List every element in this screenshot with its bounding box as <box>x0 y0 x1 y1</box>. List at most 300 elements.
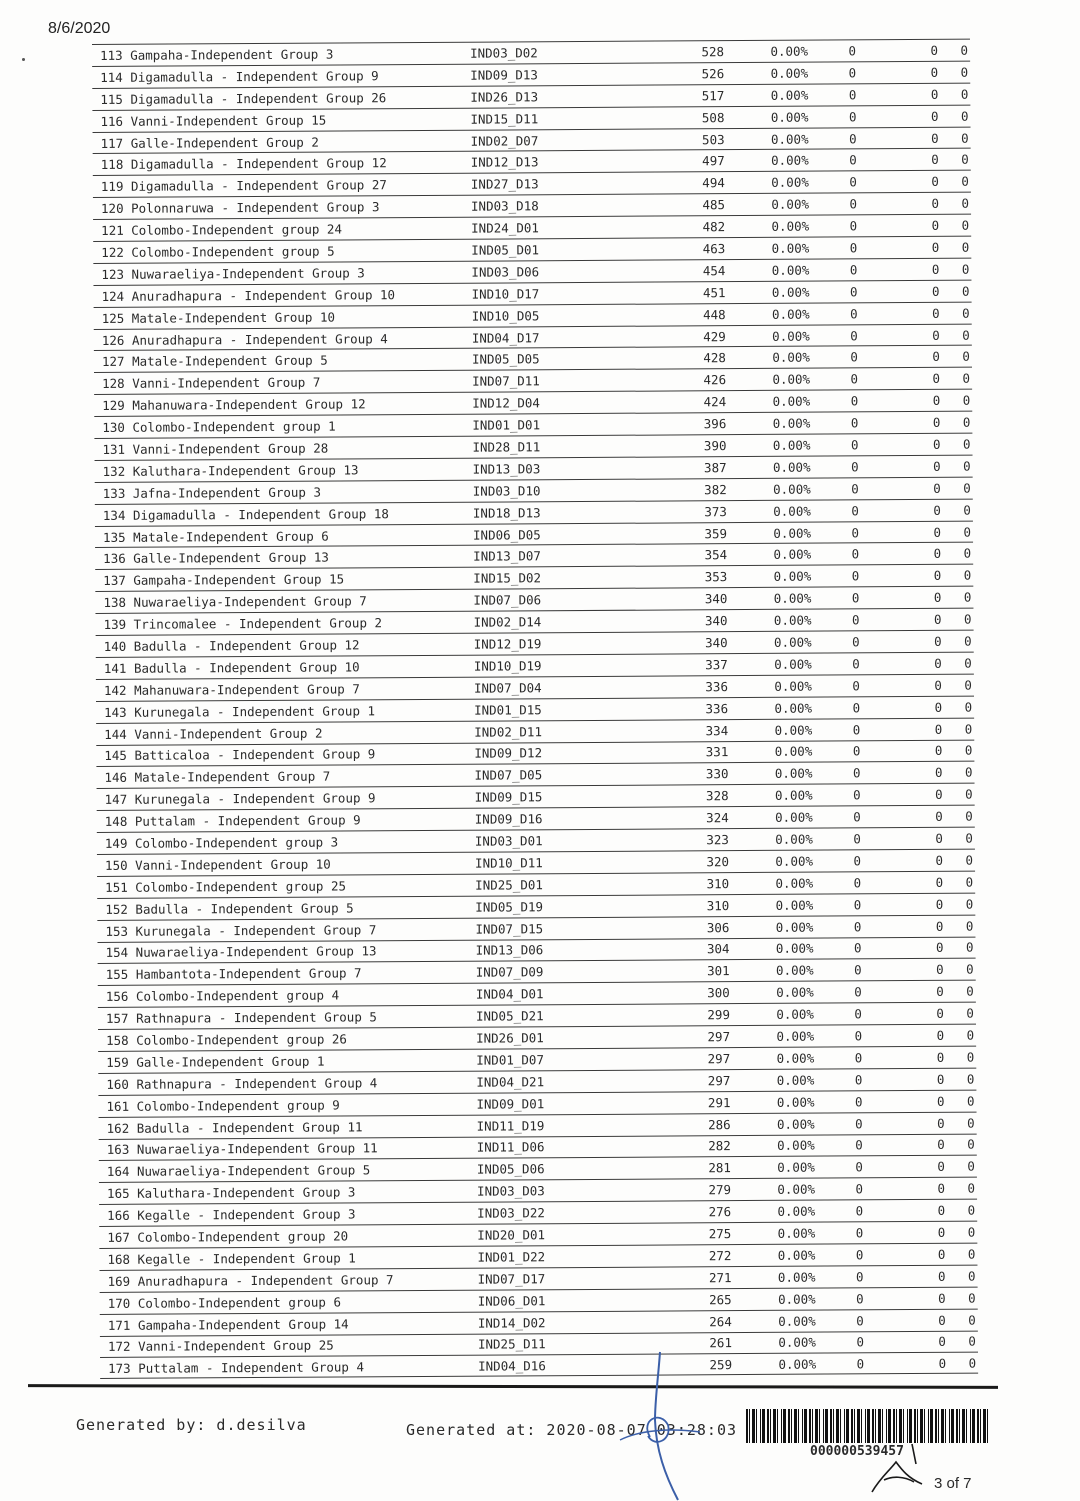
percentage-cell: 0.00% <box>776 1028 815 1044</box>
group-name-cell: 127 Matale-Independent Group 5 <box>101 352 328 370</box>
seats-cell-1: 0 <box>851 590 860 606</box>
seats-cell-2: 0 <box>937 1181 946 1197</box>
seats-cell-2: 0 <box>935 918 944 934</box>
percentage-cell: 0.00% <box>777 1138 815 1154</box>
group-name-cell: 114 Digamadulla - Independent Group 9 <box>100 68 379 85</box>
seats-cell-3: 0 <box>962 436 971 452</box>
group-name-cell: 159 Galle-Independent Group 1 <box>106 1053 325 1070</box>
votes-cell: 429 <box>703 328 726 344</box>
votes-cell: 508 <box>701 109 725 125</box>
seats-cell-2: 0 <box>936 1005 944 1021</box>
group-name-cell: 132 Kaluthara-Independent Group 13 <box>102 462 359 479</box>
votes-cell: 300 <box>707 985 730 1001</box>
group-code-cell: IND10_D11 <box>474 855 543 871</box>
percentage-cell: 0.00% <box>772 437 811 453</box>
generated-by: Generated by: d.desilva <box>76 1416 307 1434</box>
group-name-cell: 157 Rathnapura - Independent Group 5 <box>105 1009 377 1027</box>
seats-cell-3: 0 <box>967 1202 976 1218</box>
seats-cell-3: 0 <box>965 830 973 846</box>
seats-cell-3: 0 <box>964 655 972 671</box>
votes-cell: 330 <box>705 766 729 782</box>
seats-cell-2: 0 <box>931 152 939 168</box>
votes-cell: 275 <box>708 1226 732 1242</box>
group-code-cell: IND26_D13 <box>470 88 539 105</box>
seats-cell-3: 0 <box>960 64 969 80</box>
percentage-cell: 0.00% <box>775 962 814 979</box>
seats-cell-2: 0 <box>934 655 942 671</box>
seats-cell-3: 0 <box>968 1290 976 1306</box>
seats-cell-3: 0 <box>963 458 971 474</box>
seats-cell-2: 0 <box>931 283 940 299</box>
votes-cell: 299 <box>707 1007 730 1023</box>
votes-cell: 334 <box>705 722 729 738</box>
votes-cell: 261 <box>709 1335 732 1351</box>
seats-cell-3: 0 <box>960 108 969 124</box>
seats-cell-2: 0 <box>934 765 943 781</box>
seats-cell-2: 0 <box>937 1246 946 1262</box>
seats-cell-1: 0 <box>853 809 861 825</box>
votes-cell: 424 <box>703 394 727 410</box>
percentage-cell: 0.00% <box>772 328 810 344</box>
seats-cell-1: 0 <box>849 284 858 300</box>
votes-cell: 482 <box>702 219 726 235</box>
page-count: 3 of 7 <box>934 1475 972 1492</box>
group-name-cell: 119 Digamadulla - Independent Group 27 <box>100 177 387 195</box>
group-code-cell: IND01_D01 <box>472 417 541 433</box>
seats-cell-2: 0 <box>938 1312 946 1328</box>
seats-cell-3: 0 <box>965 808 973 824</box>
percentage-cell: 0.00% <box>771 153 809 169</box>
percentage-cell: 0.00% <box>772 459 811 475</box>
votes-cell: 428 <box>703 350 726 366</box>
votes-cell: 286 <box>707 1116 731 1132</box>
seats-cell-1: 0 <box>852 699 861 716</box>
group-code-cell: IND26_D01 <box>476 1030 544 1046</box>
seats-cell-3: 0 <box>963 480 971 496</box>
group-code-cell: IND09_D15 <box>474 789 543 805</box>
seats-cell-2: 0 <box>933 502 941 518</box>
group-code-cell: IND28_D11 <box>472 439 541 455</box>
seats-cell-2: 0 <box>933 590 942 606</box>
seats-cell-2: 0 <box>932 349 940 365</box>
group-code-cell: IND03_D01 <box>474 833 543 849</box>
seats-cell-1: 0 <box>848 87 857 103</box>
percentage-cell: 0.00% <box>773 568 812 585</box>
barcode-number: 000000539457 <box>810 1444 904 1459</box>
group-name-cell: 170 Colombo-Independent group 6 <box>107 1294 342 1311</box>
percentage-cell: 0.00% <box>771 284 810 300</box>
seats-cell-3: 0 <box>962 327 970 343</box>
seats-cell-3: 0 <box>968 1312 976 1328</box>
percentage-cell: 0.00% <box>774 765 813 782</box>
votes-cell: 320 <box>706 854 730 870</box>
seats-cell-2: 0 <box>935 808 943 824</box>
group-code-cell: IND05_D19 <box>475 898 544 915</box>
group-name-cell: 116 Vanni-Independent Group 15 <box>100 112 327 129</box>
seats-cell-1: 0 <box>854 1094 863 1110</box>
seats-cell-1: 0 <box>856 1356 865 1372</box>
percentage-cell: 0.00% <box>773 481 811 497</box>
group-code-cell: IND02_D07 <box>470 132 539 149</box>
group-code-cell: IND05_D06 <box>476 1161 545 1178</box>
group-code-cell: IND13_D07 <box>473 548 541 565</box>
seats-cell-3: 0 <box>963 502 971 518</box>
seats-cell-1: 0 <box>854 1006 862 1022</box>
seats-cell-3: 0 <box>960 42 969 58</box>
seats-cell-3: 0 <box>967 1115 975 1131</box>
group-code-cell: IND05_D01 <box>471 242 540 258</box>
percentage-cell: 0.00% <box>776 1006 814 1022</box>
percentage-cell: 0.00% <box>776 1094 815 1110</box>
group-code-cell: IND03_D10 <box>472 483 541 499</box>
seats-cell-3: 0 <box>962 414 971 430</box>
group-code-cell: IND07_D04 <box>473 680 542 696</box>
votes-cell: 359 <box>704 525 728 541</box>
group-name-cell: 134 Digamadulla - Independent Group 18 <box>102 505 389 523</box>
seats-cell-2: 0 <box>937 1268 946 1284</box>
seats-cell-3: 0 <box>963 546 972 562</box>
group-code-cell: IND12_D04 <box>472 395 540 411</box>
votes-cell: 331 <box>705 744 729 760</box>
seats-cell-2: 0 <box>931 261 940 277</box>
votes-cell: 426 <box>703 372 727 388</box>
group-name-cell: 135 Matale-Independent Group 6 <box>102 528 329 545</box>
votes-cell: 382 <box>704 481 727 498</box>
margin-dot <box>22 58 25 61</box>
votes-cell: 336 <box>705 700 729 716</box>
group-name-cell: 154 Nuwaraeliya-Independent Group 13 <box>105 943 377 961</box>
group-name-cell: 136 Galle-Independent Group 13 <box>103 549 329 567</box>
seats-cell-1: 0 <box>851 612 860 628</box>
votes-cell: 528 <box>701 44 725 60</box>
votes-cell: 454 <box>702 262 726 279</box>
group-name-cell: 150 Vanni-Independent Group 10 <box>104 856 331 873</box>
group-code-cell: IND07_D17 <box>477 1271 546 1287</box>
footer-rule <box>28 1384 998 1389</box>
percentage-cell: 0.00% <box>773 634 812 650</box>
seats-cell-1: 0 <box>852 678 860 694</box>
group-name-cell: 166 Kegalle - Independent Group 3 <box>107 1206 356 1224</box>
seats-cell-2: 0 <box>930 86 939 102</box>
group-name-cell: 138 Nuwaraeliya-Independent Group 7 <box>103 593 367 611</box>
group-name-cell: 130 Colombo-Independent group 1 <box>102 418 336 436</box>
seats-cell-3: 0 <box>965 874 974 890</box>
percentage-cell: 0.00% <box>772 371 811 388</box>
seats-cell-2: 0 <box>934 677 942 693</box>
seats-cell-1: 0 <box>850 393 859 409</box>
group-code-cell: IND03_D02 <box>470 45 538 61</box>
seats-cell-1: 0 <box>852 743 861 759</box>
group-name-cell: 139 Trincomalee - Independent Group 2 <box>103 615 383 633</box>
percentage-cell: 0.00% <box>772 350 810 366</box>
group-code-cell: IND27_D13 <box>470 176 539 192</box>
seats-cell-1: 0 <box>850 305 858 321</box>
seats-cell-3: 0 <box>967 1158 975 1175</box>
votes-cell: 272 <box>708 1248 732 1264</box>
seats-cell-1: 0 <box>851 546 860 562</box>
seats-cell-3: 0 <box>961 283 970 299</box>
group-code-cell: IND07_D11 <box>472 373 540 389</box>
seats-cell-2: 0 <box>935 896 944 912</box>
group-name-cell: 145 Batticaloa - Independent Group 9 <box>104 746 376 764</box>
seats-cell-3: 0 <box>968 1355 977 1371</box>
group-code-cell: IND13_D03 <box>472 461 541 477</box>
votes-cell: 354 <box>704 547 728 563</box>
group-code-cell: IND10_D05 <box>471 307 540 324</box>
group-name-cell: 128 Vanni-Independent Group 7 <box>102 374 321 392</box>
seats-cell-3: 0 <box>963 611 972 627</box>
seats-cell-3: 0 <box>966 983 974 999</box>
seats-cell-1: 0 <box>849 240 858 256</box>
group-code-cell: IND09_D12 <box>474 745 543 762</box>
votes-cell: 526 <box>701 65 725 82</box>
seats-cell-3: 0 <box>963 524 972 540</box>
seats-cell-2: 0 <box>930 64 939 80</box>
group-code-cell: IND07_D06 <box>473 592 542 608</box>
group-name-cell: 137 Gampaha-Independent Group 15 <box>103 571 345 589</box>
seats-cell-2: 0 <box>938 1290 946 1306</box>
group-code-cell: IND20_D01 <box>477 1227 546 1243</box>
seats-cell-1: 0 <box>849 196 858 212</box>
seats-cell-1: 0 <box>851 524 860 540</box>
seats-cell-2: 0 <box>936 1027 945 1043</box>
votes-cell: 390 <box>703 438 727 454</box>
seats-cell-2: 0 <box>937 1137 945 1153</box>
seats-cell-1: 0 <box>853 853 862 869</box>
group-name-cell: 147 Kurunegala - Independent Group 9 <box>104 790 376 808</box>
group-code-cell: IND07_D05 <box>474 767 543 784</box>
group-code-cell: IND15_D11 <box>470 110 539 127</box>
votes-cell: 387 <box>703 459 727 476</box>
seats-cell-1: 0 <box>855 1115 863 1131</box>
votes-cell: 310 <box>706 897 730 913</box>
seats-cell-2: 0 <box>935 874 944 890</box>
percentage-cell: 0.00% <box>773 547 812 563</box>
seats-cell-1: 0 <box>855 1269 864 1285</box>
group-code-cell: IND10_D17 <box>471 286 540 302</box>
group-name-cell: 158 Colombo-Independent group 26 <box>106 1031 347 1048</box>
group-name-cell: 173 Puttalam - Independent Group 4 <box>108 1359 365 1376</box>
seats-cell-1: 0 <box>854 1050 863 1066</box>
group-name-cell: 161 Colombo-Independent group 9 <box>106 1097 340 1114</box>
group-name-cell: 120 Polonnaruwa - Independent Group 3 <box>100 199 380 217</box>
group-code-cell: IND01_D07 <box>476 1052 544 1068</box>
group-name-cell: 168 Kegalle - Independent Group 1 <box>107 1250 356 1267</box>
seats-cell-1: 0 <box>853 875 862 891</box>
percentage-cell: 0.00% <box>777 1159 815 1176</box>
seats-cell-1: 0 <box>854 1028 863 1044</box>
seats-cell-3: 0 <box>962 349 970 365</box>
percentage-cell: 0.00% <box>778 1356 817 1372</box>
percentage-cell: 0.00% <box>775 941 814 957</box>
seats-cell-2: 0 <box>934 633 942 649</box>
group-code-cell: IND05_D05 <box>471 351 540 368</box>
percentage-cell: 0.00% <box>771 218 810 234</box>
seats-cell-1: 0 <box>855 1137 863 1153</box>
seats-cell-1: 0 <box>856 1312 864 1328</box>
percentage-cell: 0.00% <box>776 1116 815 1132</box>
seats-cell-1: 0 <box>850 371 859 387</box>
seats-cell-2: 0 <box>932 393 941 409</box>
seats-cell-3: 0 <box>967 1268 976 1284</box>
seats-cell-1: 0 <box>852 721 861 737</box>
seats-cell-2: 0 <box>931 174 939 190</box>
percentage-cell: 0.00% <box>771 240 810 256</box>
percentage-cell: 0.00% <box>775 897 814 913</box>
group-code-cell: IND09_D01 <box>476 1095 545 1112</box>
percentage-cell: 0.00% <box>773 612 812 628</box>
seats-cell-2: 0 <box>934 743 943 759</box>
group-code-cell: IND11_D06 <box>476 1139 545 1156</box>
percentage-cell: 0.00% <box>775 853 814 869</box>
votes-cell: 448 <box>703 306 726 322</box>
percentage-cell: 0.00% <box>771 262 810 278</box>
votes-cell: 279 <box>708 1182 732 1198</box>
percentage-cell: 0.00% <box>770 65 809 81</box>
seats-cell-1: 0 <box>854 962 862 978</box>
group-name-cell: 151 Colombo-Independent group 25 <box>105 878 347 895</box>
percentage-cell: 0.00% <box>777 1291 816 1307</box>
seats-cell-1: 0 <box>849 218 858 234</box>
seats-cell-3: 0 <box>968 1334 976 1350</box>
group-name-cell: 131 Vanni-Independent Group 28 <box>102 440 329 457</box>
votes-cell: 340 <box>704 613 728 629</box>
seats-cell-2: 0 <box>936 1071 945 1087</box>
group-name-cell: 144 Vanni-Independent Group 2 <box>104 725 323 742</box>
seats-cell-2: 0 <box>931 239 940 255</box>
seats-cell-2: 0 <box>937 1202 946 1218</box>
seats-cell-2: 0 <box>936 984 944 1000</box>
seats-cell-1: 0 <box>853 918 862 934</box>
seats-cell-2: 0 <box>932 305 940 321</box>
seats-cell-1: 0 <box>851 481 859 497</box>
seats-cell-1: 0 <box>855 1247 864 1263</box>
seats-cell-2: 0 <box>936 1093 945 1109</box>
group-code-cell: IND04_D01 <box>475 986 544 1002</box>
percentage-cell: 0.00% <box>774 787 813 804</box>
percentage-cell: 0.00% <box>775 831 813 847</box>
group-name-cell: 169 Anuradhapura - Independent Group 7 <box>107 1271 394 1289</box>
percentage-cell: 0.00% <box>775 875 814 891</box>
seats-cell-1: 0 <box>855 1159 863 1175</box>
seats-cell-1: 0 <box>856 1291 864 1307</box>
seats-cell-1: 0 <box>848 43 857 59</box>
votes-cell: 396 <box>703 416 727 432</box>
votes-cell: 297 <box>707 1072 731 1089</box>
seats-cell-1: 0 <box>855 1181 864 1197</box>
seats-cell-3: 0 <box>965 940 974 956</box>
group-code-cell: IND01_D15 <box>474 701 542 718</box>
group-name-cell: 140 Badulla - Independent Group 12 <box>103 637 360 654</box>
percentage-cell: 0.00% <box>773 525 812 541</box>
seats-cell-2: 0 <box>933 546 942 562</box>
seats-cell-3: 0 <box>960 86 969 102</box>
votes-cell: 301 <box>707 963 730 979</box>
group-code-cell: IND03_D22 <box>477 1205 545 1221</box>
seats-cell-1: 0 <box>851 502 859 519</box>
seats-cell-1: 0 <box>848 108 857 124</box>
seats-cell-2: 0 <box>935 787 943 803</box>
group-code-cell: IND06_D05 <box>472 526 541 543</box>
group-code-cell: IND18_D13 <box>472 504 541 521</box>
percentage-cell: 0.00% <box>774 744 813 760</box>
group-code-cell: IND01_D22 <box>477 1249 546 1265</box>
percentage-cell: 0.00% <box>770 109 809 125</box>
seats-cell-3: 0 <box>961 239 970 255</box>
seats-cell-3: 0 <box>961 261 970 277</box>
seats-cell-1: 0 <box>852 656 860 672</box>
seats-cell-1: 0 <box>852 634 860 650</box>
seats-cell-1: 0 <box>851 568 860 584</box>
group-name-cell: 142 Mahanuwara-Independent Group 7 <box>103 681 360 698</box>
seats-cell-2: 0 <box>933 480 941 496</box>
group-code-cell: IND12_D13 <box>470 154 539 171</box>
generated-at: Generated at: 2020-08-07 03:28:03 <box>406 1421 738 1439</box>
percentage-cell: 0.00% <box>777 1269 816 1285</box>
group-code-cell: IND25_D11 <box>477 1336 546 1353</box>
seats-cell-3: 0 <box>966 1071 975 1087</box>
seats-cell-2: 0 <box>933 458 941 474</box>
seats-cell-2: 0 <box>932 436 941 452</box>
seats-cell-3: 0 <box>964 743 973 759</box>
votes-cell: 497 <box>702 153 725 169</box>
group-code-cell: IND02_D11 <box>474 723 542 740</box>
percentage-cell: 0.00% <box>771 174 809 191</box>
percentage-cell: 0.00% <box>777 1247 816 1263</box>
group-name-cell: 171 Gampaha-Independent Group 14 <box>107 1316 349 1333</box>
votes-cell: 328 <box>705 788 729 804</box>
group-code-cell: IND04_D21 <box>476 1074 545 1090</box>
seats-cell-1: 0 <box>853 831 861 847</box>
group-name-cell: 164 Nuwaraeliya-Independent Group 5 <box>106 1162 371 1180</box>
group-name-cell: 149 Colombo-Independent group 3 <box>104 834 339 851</box>
percentage-cell: 0.00% <box>770 87 809 103</box>
seats-cell-3: 0 <box>962 392 971 408</box>
seats-cell-2: 0 <box>934 721 943 737</box>
votes-cell: 463 <box>702 241 726 257</box>
group-code-cell: IND07_D15 <box>475 920 544 937</box>
group-name-cell: 148 Puttalam - Independent Group 9 <box>104 812 361 830</box>
seats-cell-1: 0 <box>854 984 862 1000</box>
percentage-cell: 0.00% <box>777 1181 816 1198</box>
seats-cell-3: 0 <box>965 918 974 934</box>
votes-cell: 310 <box>706 875 730 892</box>
seats-cell-2: 0 <box>931 196 940 212</box>
group-name-cell: 133 Jafna-Independent Group 3 <box>102 484 322 501</box>
group-name-cell: 163 Nuwaraeliya-Independent Group 11 <box>106 1140 378 1158</box>
group-code-cell: IND03_D03 <box>476 1183 545 1199</box>
votes-cell: 291 <box>707 1094 731 1110</box>
votes-cell: 304 <box>706 941 730 957</box>
percentage-cell: 0.00% <box>776 1072 815 1088</box>
percentage-cell: 0.00% <box>770 131 809 147</box>
votes-cell: 323 <box>706 832 729 848</box>
votes-cell: 517 <box>701 87 725 103</box>
seats-cell-3: 0 <box>964 633 972 649</box>
seats-cell-3: 0 <box>966 1027 975 1043</box>
percentage-cell: 0.00% <box>774 722 813 738</box>
group-name-cell: 155 Hambantota-Independent Group 7 <box>105 965 362 983</box>
votes-cell: 353 <box>704 569 728 585</box>
group-code-cell: IND10_D19 <box>473 658 542 674</box>
group-name-cell: 156 Colombo-Independent group 4 <box>105 987 340 1005</box>
votes-cell: 264 <box>709 1313 732 1329</box>
group-code-cell: IND25_D01 <box>475 877 543 893</box>
seats-cell-3: 0 <box>964 764 973 781</box>
group-name-cell: 172 Vanni-Independent Group 25 <box>107 1338 334 1355</box>
seats-cell-3: 0 <box>966 1005 974 1021</box>
seats-cell-3: 0 <box>966 1049 975 1065</box>
